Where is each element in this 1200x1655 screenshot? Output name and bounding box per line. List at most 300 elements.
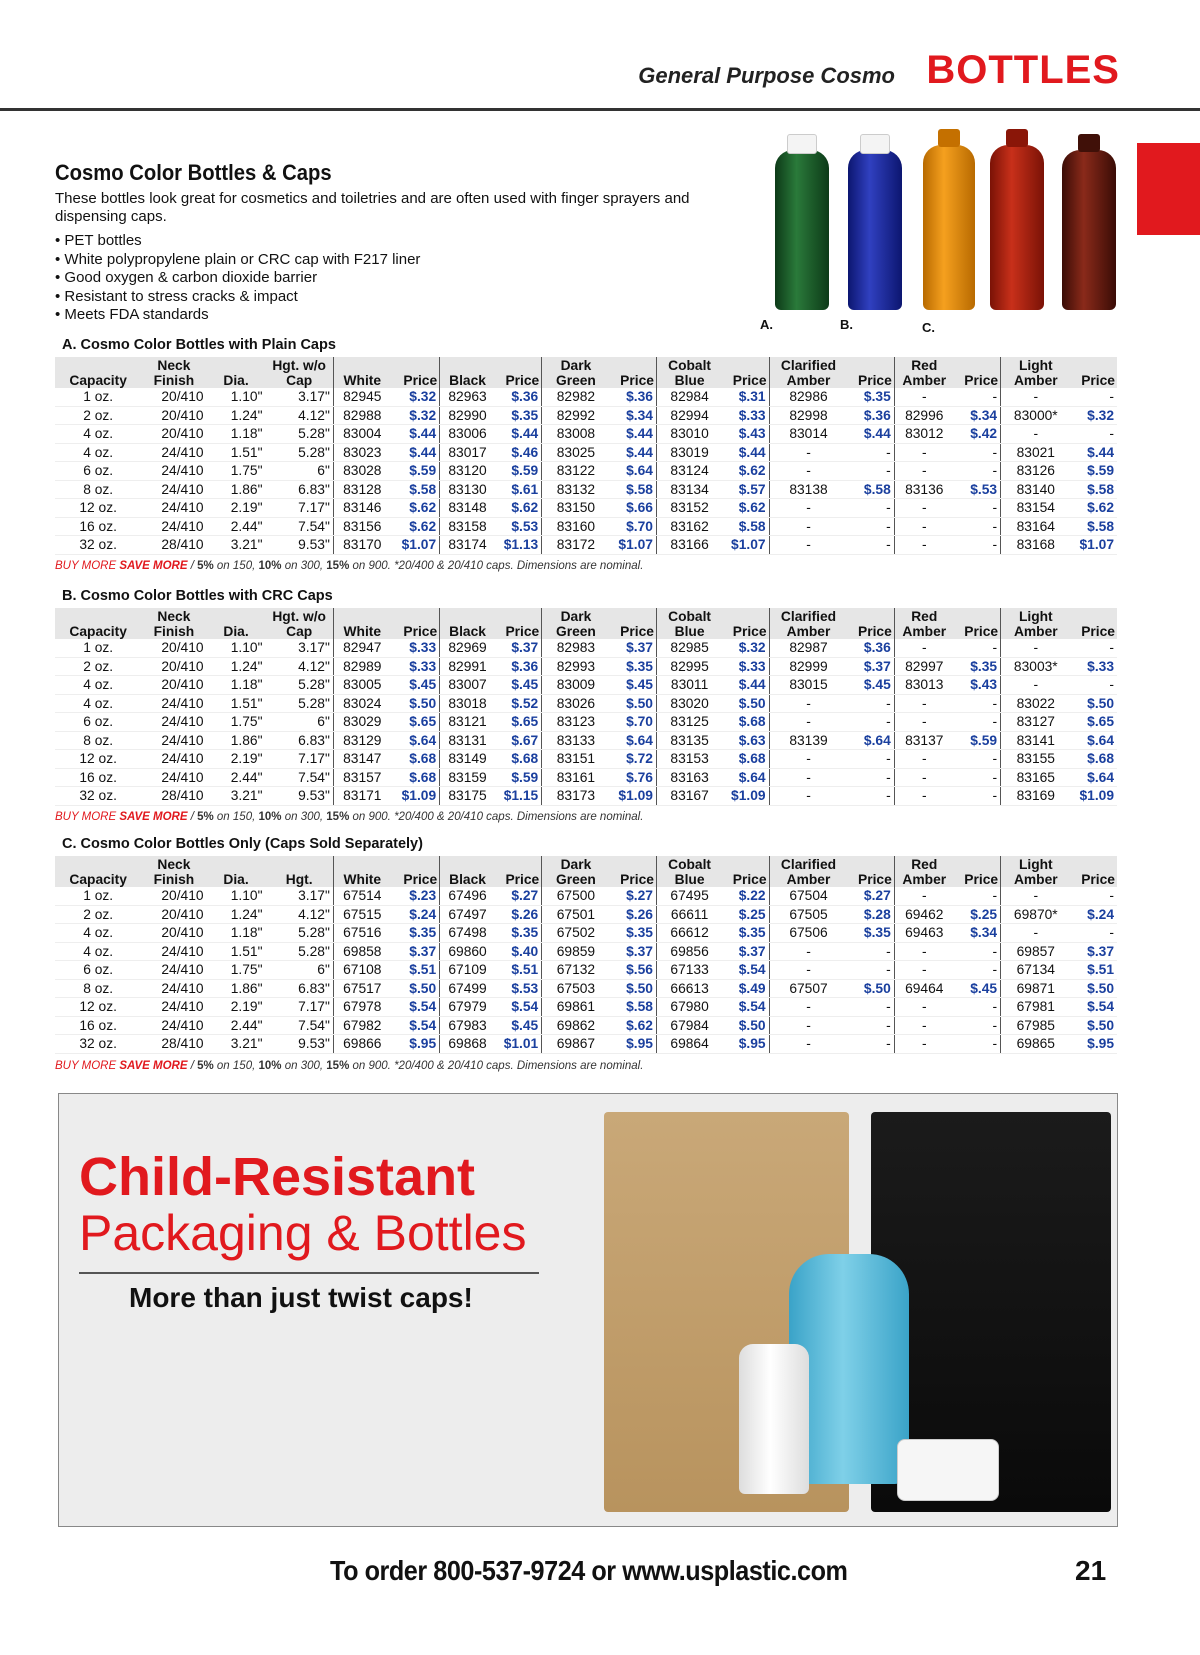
table-cell: 83000* xyxy=(1001,406,1071,425)
column-header: Clarified Amber xyxy=(769,608,847,639)
table-cell: - xyxy=(769,536,847,555)
table-cell: - xyxy=(954,694,1001,713)
table-cell: $.35 xyxy=(954,657,1001,676)
column-header: Price xyxy=(722,608,769,639)
note-text: / xyxy=(187,811,198,823)
table-cell: - xyxy=(894,1016,953,1035)
table-cell: $.33 xyxy=(722,657,769,676)
table-cell: $.58 xyxy=(722,517,769,536)
table-cell: $.72 xyxy=(610,750,657,769)
table-cell: $.54 xyxy=(722,961,769,980)
table-cell: 67500 xyxy=(542,887,610,905)
table-cell: - xyxy=(769,694,847,713)
table-cell: $.50 xyxy=(847,979,894,998)
table-cell: 83165 xyxy=(1001,768,1071,787)
table-cell: 83153 xyxy=(656,750,722,769)
table-cell: - xyxy=(894,1035,953,1054)
table-cell: 1.86" xyxy=(207,731,266,750)
ad-headline: Child-Resistant xyxy=(79,1147,476,1207)
table-cell: 7.17" xyxy=(265,750,333,769)
table-cell: - xyxy=(847,517,894,536)
table-cell: 83140 xyxy=(1001,480,1071,499)
table-cell: $.26 xyxy=(610,905,657,924)
table-cell: 83133 xyxy=(542,731,610,750)
intro-description: These bottles look great for cosmetics and toiletries and are often used with finger sprayers and dispensing caps. xyxy=(55,190,690,225)
table-cell: 20/410 xyxy=(141,887,206,905)
table-cell: $.95 xyxy=(1071,1035,1117,1054)
table-cell: 67981 xyxy=(1001,998,1071,1017)
table-cell: $.52 xyxy=(495,694,542,713)
table-cell: - xyxy=(954,750,1001,769)
column-header: Price xyxy=(1071,856,1117,887)
table-cell: - xyxy=(894,388,953,406)
table-row xyxy=(55,536,1117,555)
column-header: Capacity xyxy=(55,608,141,639)
table-cell: 6.83" xyxy=(265,480,333,499)
table-cell: - xyxy=(954,388,1001,406)
column-header: Light Amber xyxy=(1001,357,1071,388)
table-cell: - xyxy=(954,462,1001,481)
table-cell: 83017 xyxy=(440,443,495,462)
table-cell: 83029 xyxy=(333,713,390,732)
table-cell: 24/410 xyxy=(141,462,206,481)
table-cell: 5.28" xyxy=(265,942,333,961)
table-cell: $.36 xyxy=(847,406,894,425)
table-cell: $.42 xyxy=(954,425,1001,444)
table-cell: $.51 xyxy=(495,961,542,980)
table-cell: 83136 xyxy=(894,480,953,499)
table-cell: 83166 xyxy=(656,536,722,555)
table-cell: 28/410 xyxy=(141,536,206,555)
table-cell: 83125 xyxy=(656,713,722,732)
table-cell: - xyxy=(954,942,1001,961)
table-cell: $.56 xyxy=(610,961,657,980)
table-cell: $.25 xyxy=(954,905,1001,924)
bottle-photo xyxy=(760,120,1130,335)
column-header: Price xyxy=(495,608,542,639)
table-cell: $.64 xyxy=(391,731,440,750)
table-cell: 24/410 xyxy=(141,750,206,769)
table-cell: 1.24" xyxy=(207,657,266,676)
table-cell: - xyxy=(954,887,1001,905)
table-cell: 83015 xyxy=(769,676,847,695)
table-cell: $.49 xyxy=(722,979,769,998)
table-cell: $.24 xyxy=(1071,905,1117,924)
table-cell: $.50 xyxy=(1071,694,1117,713)
table-cell: 6 oz. xyxy=(55,713,141,732)
table-cell: 83175 xyxy=(440,787,495,806)
column-header: Clarified Amber xyxy=(769,357,847,388)
table-cell: 83022 xyxy=(1001,694,1071,713)
table-cell: $.25 xyxy=(722,905,769,924)
column-header: Neck Finish xyxy=(141,856,206,887)
table-cell: 82986 xyxy=(769,388,847,406)
table-cell: 83146 xyxy=(333,499,390,518)
table-cell: 4 oz. xyxy=(55,443,141,462)
table-cell: $.54 xyxy=(722,998,769,1017)
table-cell: 9.53" xyxy=(265,1035,333,1054)
table-cell: $.35 xyxy=(391,924,440,943)
table-cell: $.68 xyxy=(391,750,440,769)
page-number: 21 xyxy=(1075,1555,1107,1586)
table-cell: 83138 xyxy=(769,480,847,499)
table-c-title: C. Cosmo Color Bottles Only (Caps Sold Separately) xyxy=(62,836,423,852)
note-text: 5% xyxy=(197,560,214,572)
table-cell: 83172 xyxy=(542,536,610,555)
table-header-row xyxy=(55,608,1117,639)
table-cell: $.37 xyxy=(847,657,894,676)
table-cell: 67132 xyxy=(542,961,610,980)
table-cell: - xyxy=(894,694,953,713)
table-cell: 69866 xyxy=(333,1035,390,1054)
table-cell: - xyxy=(954,1016,1001,1035)
table-cell: 83021 xyxy=(1001,443,1071,462)
table-cell: 83019 xyxy=(656,443,722,462)
table-row xyxy=(55,924,1117,943)
table-cell: 83132 xyxy=(542,480,610,499)
dark-amber-bottle-image xyxy=(1062,150,1116,310)
table-cell: - xyxy=(894,998,953,1017)
table-cell: 1.18" xyxy=(207,425,266,444)
table-cell: - xyxy=(894,887,953,905)
table-cell: 83149 xyxy=(440,750,495,769)
table-cell: 67517 xyxy=(333,979,390,998)
table-cell: $.44 xyxy=(610,443,657,462)
table-cell: 83006 xyxy=(440,425,495,444)
table-cell: 83004 xyxy=(333,425,390,444)
table-cell: 82984 xyxy=(656,388,722,406)
note-text: *20/400 & 20/410 caps. Dimensions are nominal. xyxy=(390,811,644,823)
note-text: on 150, xyxy=(213,811,259,823)
table-row xyxy=(55,1035,1117,1054)
table-cell: $.58 xyxy=(847,480,894,499)
table-cell: $.50 xyxy=(610,694,657,713)
page-header xyxy=(0,0,1200,111)
table-cell: $.50 xyxy=(1071,979,1117,998)
table-cell: 82999 xyxy=(769,657,847,676)
table-cell: 69856 xyxy=(656,942,722,961)
table-cell: $.70 xyxy=(610,517,657,536)
table-cell: $.35 xyxy=(722,924,769,943)
column-header: Price xyxy=(391,608,440,639)
column-header: Dia. xyxy=(207,608,266,639)
table-cell: 67496 xyxy=(440,887,495,905)
column-header: Black xyxy=(440,608,495,639)
column-header: Price xyxy=(954,357,1001,388)
table-cell: 16 oz. xyxy=(55,517,141,536)
table-cell: 4.12" xyxy=(265,657,333,676)
child-resistant-ad xyxy=(58,1093,1118,1527)
table-cell: 69860 xyxy=(440,942,495,961)
table-cell: 1 oz. xyxy=(55,388,141,406)
table-cell: 83141 xyxy=(1001,731,1071,750)
table-cell: - xyxy=(769,462,847,481)
table-cell: 5.28" xyxy=(265,694,333,713)
table-cell: 82994 xyxy=(656,406,722,425)
note-text: *20/400 & 20/410 caps. Dimensions are nominal. xyxy=(390,560,644,572)
table-cell: 83008 xyxy=(542,425,610,444)
table-cell: 83026 xyxy=(542,694,610,713)
table-cell: $.62 xyxy=(391,517,440,536)
column-header: Black xyxy=(440,357,495,388)
column-header: Price xyxy=(610,856,657,887)
table-cell: 83159 xyxy=(440,768,495,787)
table-cell: - xyxy=(1071,924,1117,943)
table-cell: $1.15 xyxy=(495,787,542,806)
table-cell: $.35 xyxy=(610,657,657,676)
table-cell: $.64 xyxy=(722,768,769,787)
table-cell: $.40 xyxy=(495,942,542,961)
table-cell: - xyxy=(847,1035,894,1054)
table-cell: 67514 xyxy=(333,887,390,905)
table-cell: 1.51" xyxy=(207,694,266,713)
table-cell: 83020 xyxy=(656,694,722,713)
table-cell: 83155 xyxy=(1001,750,1071,769)
table-cell: 69864 xyxy=(656,1035,722,1054)
table-cell: 20/410 xyxy=(141,406,206,425)
table-cell: 6" xyxy=(265,961,333,980)
table-cell: 83150 xyxy=(542,499,610,518)
table-cell: $.45 xyxy=(954,979,1001,998)
table-row xyxy=(55,905,1117,924)
table-row xyxy=(55,462,1117,481)
table-cell: $.32 xyxy=(1071,406,1117,425)
table-cell: 4.12" xyxy=(265,406,333,425)
table-cell: $.62 xyxy=(722,499,769,518)
table-cell: $1.13 xyxy=(495,536,542,555)
table-a-title: A. Cosmo Color Bottles with Plain Caps xyxy=(62,337,336,353)
white-bottle-image xyxy=(739,1344,809,1494)
table-cell: - xyxy=(769,942,847,961)
green-bottle-image xyxy=(775,150,829,310)
table-cell: - xyxy=(769,713,847,732)
table-cell: $1.09 xyxy=(610,787,657,806)
table-cell: 4 oz. xyxy=(55,694,141,713)
table-row xyxy=(55,942,1117,961)
table-cell: $.58 xyxy=(1071,480,1117,499)
table-cell: $.36 xyxy=(495,657,542,676)
table-cell: $.67 xyxy=(495,731,542,750)
table-cell: $.53 xyxy=(495,517,542,536)
table-cell: 67502 xyxy=(542,924,610,943)
table-cell: 83164 xyxy=(1001,517,1071,536)
table-cell: 83162 xyxy=(656,517,722,536)
table-cell: 83169 xyxy=(1001,787,1071,806)
table-cell: 24/410 xyxy=(141,1016,206,1035)
table-cell: 3.21" xyxy=(207,1035,266,1054)
table-cell: $.58 xyxy=(1071,517,1117,536)
table-row xyxy=(55,639,1117,657)
ad-divider xyxy=(79,1272,539,1274)
table-cell: $.95 xyxy=(391,1035,440,1054)
column-header: Hgt. w/o Cap xyxy=(265,357,333,388)
table-cell: - xyxy=(847,536,894,555)
table-cell: 83147 xyxy=(333,750,390,769)
table-cell: 83005 xyxy=(333,676,390,695)
table-cell: 69858 xyxy=(333,942,390,961)
table-cell: 20/410 xyxy=(141,639,206,657)
table-cell: 67505 xyxy=(769,905,847,924)
feature-item: • Resistant to stress cracks & impact xyxy=(55,288,755,307)
table-cell: - xyxy=(769,1016,847,1035)
table-row xyxy=(55,443,1117,462)
table-cell: 4 oz. xyxy=(55,425,141,444)
table-cell: - xyxy=(954,713,1001,732)
table-cell: 83152 xyxy=(656,499,722,518)
table-cell: $.68 xyxy=(722,750,769,769)
table-cell: $.32 xyxy=(391,388,440,406)
note-text: on 150, xyxy=(213,560,259,572)
table-cell: $.33 xyxy=(722,406,769,425)
table-cell: 2.44" xyxy=(207,517,266,536)
table-cell: $.50 xyxy=(722,1016,769,1035)
column-header: Hgt. w/o Cap xyxy=(265,608,333,639)
table-cell: 69857 xyxy=(1001,942,1071,961)
table-cell: 16 oz. xyxy=(55,1016,141,1035)
discount-note xyxy=(55,811,643,823)
table-cell: - xyxy=(894,750,953,769)
table-cell: - xyxy=(1001,388,1071,406)
table-cell: $.68 xyxy=(1071,750,1117,769)
table-cell: 4 oz. xyxy=(55,924,141,943)
table-cell: 67133 xyxy=(656,961,722,980)
bottle-label-b: B. xyxy=(840,317,853,332)
table-cell: - xyxy=(769,443,847,462)
table-cell: 83161 xyxy=(542,768,610,787)
red-amber-bottle-image xyxy=(990,145,1044,310)
table-cell: $.35 xyxy=(495,406,542,425)
table-cell: 67984 xyxy=(656,1016,722,1035)
table-cell: 67503 xyxy=(542,979,610,998)
table-cell: $.43 xyxy=(954,676,1001,695)
table-cell: $.44 xyxy=(722,676,769,695)
table-cell: 8 oz. xyxy=(55,731,141,750)
note-text: 10% xyxy=(258,811,282,823)
column-header: Red Amber xyxy=(894,856,953,887)
note-text: BUY MORE xyxy=(55,560,120,572)
table-cell: $.65 xyxy=(1071,713,1117,732)
table-cell: $.27 xyxy=(610,887,657,905)
table-row xyxy=(55,499,1117,518)
note-text: 15% xyxy=(326,811,350,823)
column-header: White xyxy=(333,608,390,639)
table-cell: $.31 xyxy=(722,388,769,406)
table-cell: $.65 xyxy=(495,713,542,732)
note-text: on 150, xyxy=(213,1060,259,1072)
column-header: Price xyxy=(954,856,1001,887)
table-cell: 83135 xyxy=(656,731,722,750)
table-cell: 69859 xyxy=(542,942,610,961)
table-cell: $.50 xyxy=(610,979,657,998)
table-header-row xyxy=(55,856,1117,887)
amber-bottle-image xyxy=(923,145,975,310)
table-cell: - xyxy=(894,768,953,787)
table-cell: 1.75" xyxy=(207,961,266,980)
table-cell: 6" xyxy=(265,462,333,481)
table-cell: 83025 xyxy=(542,443,610,462)
feature-item: • Good oxygen & carbon dioxide barrier xyxy=(55,269,755,288)
table-cell: 83122 xyxy=(542,462,610,481)
table-row xyxy=(55,388,1117,406)
column-header: Price xyxy=(847,357,894,388)
table-cell: $.59 xyxy=(1071,462,1117,481)
table-cell: 24/410 xyxy=(141,961,206,980)
feature-list xyxy=(55,232,755,325)
table-cell: 1.18" xyxy=(207,676,266,695)
table-cell: 83170 xyxy=(333,536,390,555)
table-cell: - xyxy=(954,787,1001,806)
table-cell: $.33 xyxy=(1071,657,1117,676)
table-cell: $.22 xyxy=(722,887,769,905)
table-cell: $.50 xyxy=(1071,1016,1117,1035)
column-header: Dia. xyxy=(207,856,266,887)
table-cell: $.50 xyxy=(722,694,769,713)
table-cell: $1.07 xyxy=(1071,536,1117,555)
table-cell: $.45 xyxy=(495,1016,542,1035)
table-cell: 69861 xyxy=(542,998,610,1017)
table-cell: - xyxy=(894,517,953,536)
table-cell: - xyxy=(1001,924,1071,943)
feature-item: • PET bottles xyxy=(55,232,755,251)
table-cell: - xyxy=(1071,388,1117,406)
table-cell: - xyxy=(847,998,894,1017)
table-cell: 83028 xyxy=(333,462,390,481)
table-cell: 7.17" xyxy=(265,998,333,1017)
table-cell: $.44 xyxy=(847,425,894,444)
table-cell: $.32 xyxy=(391,406,440,425)
table-cell: - xyxy=(1001,676,1071,695)
table-cell: 67978 xyxy=(333,998,390,1017)
table-cell: 2 oz. xyxy=(55,657,141,676)
table-cell: 67979 xyxy=(440,998,495,1017)
table-cell: - xyxy=(847,942,894,961)
table-cell: $.37 xyxy=(1071,942,1117,961)
table-cell: - xyxy=(954,517,1001,536)
table-cell: $.34 xyxy=(954,924,1001,943)
table-cell: 5.28" xyxy=(265,443,333,462)
table-cell: 83130 xyxy=(440,480,495,499)
table-cell: 5.28" xyxy=(265,676,333,695)
header-title: BOTTLES xyxy=(926,48,1120,92)
table-cell: 82988 xyxy=(333,406,390,425)
table-cell: $.37 xyxy=(610,639,657,657)
table-cell: 67501 xyxy=(542,905,610,924)
table-cell: 83160 xyxy=(542,517,610,536)
column-header: Price xyxy=(847,856,894,887)
table-cell: $.36 xyxy=(847,639,894,657)
table-cell: 83168 xyxy=(1001,536,1071,555)
note-text: on 300, xyxy=(281,1060,327,1072)
table-cell: 8 oz. xyxy=(55,480,141,499)
table-cell: 12 oz. xyxy=(55,499,141,518)
table-cell: 83121 xyxy=(440,713,495,732)
table-cell: 24/410 xyxy=(141,713,206,732)
table-cell: $.54 xyxy=(391,1016,440,1035)
table-cell: - xyxy=(1001,887,1071,905)
note-text: on 900. xyxy=(349,811,391,823)
table-cell: 24/410 xyxy=(141,979,206,998)
column-header: Capacity xyxy=(55,856,141,887)
table-cell: $.32 xyxy=(722,639,769,657)
table-cell: 69867 xyxy=(542,1035,610,1054)
table-cell: $.53 xyxy=(954,480,1001,499)
column-header: Price xyxy=(954,608,1001,639)
table-cell: 69868 xyxy=(440,1035,495,1054)
table-cell: - xyxy=(894,713,953,732)
cobalt-bottle-image xyxy=(848,150,902,310)
table-cell: 2.44" xyxy=(207,768,266,787)
table-cell: $.27 xyxy=(495,887,542,905)
